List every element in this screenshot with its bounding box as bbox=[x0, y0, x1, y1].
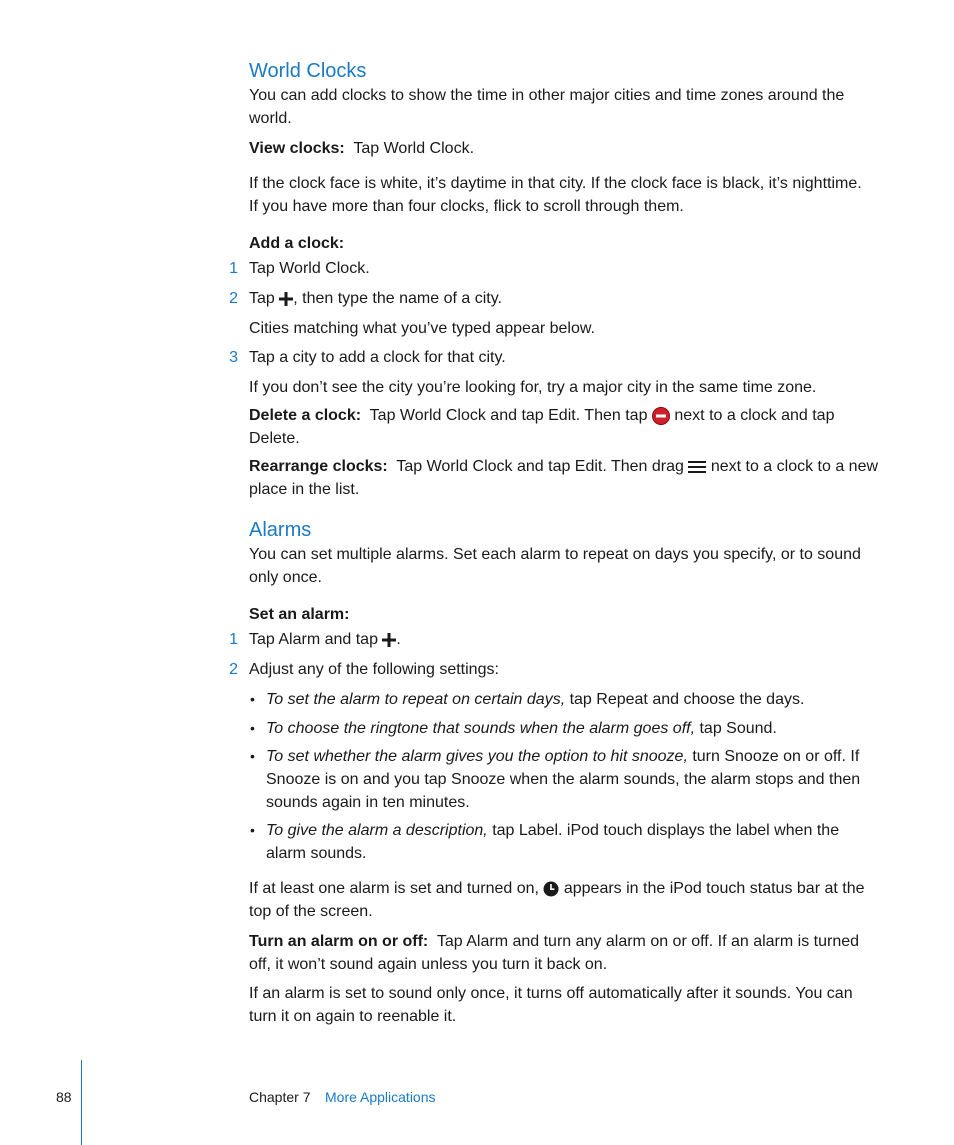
set-alarm-step-1 bbox=[249, 628, 401, 651]
delete-clock-label: Delete a clock: bbox=[249, 407, 362, 424]
bullet-repeat-italic: To set the alarm to repeat on certain days, bbox=[266, 691, 566, 708]
rearrange-text-before: Tap World Clock and tap Edit. Then drag bbox=[396, 458, 684, 475]
delete-clock-line-2: Delete. bbox=[249, 430, 300, 447]
bullet-marker: • bbox=[250, 822, 255, 838]
status-bar-line-1 bbox=[249, 877, 865, 900]
once-line-2: turn it on again to reenable it. bbox=[249, 1008, 457, 1025]
bullet-snooze bbox=[266, 745, 859, 768]
world-clocks-intro: You can add clocks to show the time in other major cities and time zones around the world. bbox=[249, 87, 845, 127]
plus-icon bbox=[382, 633, 396, 647]
delete-clock-line-1 bbox=[249, 404, 834, 427]
delete-minus-icon bbox=[652, 407, 670, 425]
bullet-sound-italic: To choose the ringtone that sounds when the alarm goes off, bbox=[266, 720, 696, 737]
add-clock-label: Add a clock: bbox=[249, 235, 345, 252]
set-alarm-step-2: Adjust any of the following settings: bbox=[249, 661, 499, 678]
bullet-repeat bbox=[266, 688, 804, 711]
status-text-before: If at least one alarm is set and turned on, bbox=[249, 880, 539, 897]
step-3-note: If you don’t see the city you’re looking for, try a major city in the same time zone. bbox=[249, 379, 817, 396]
rearrange-text-after: next to a clock to a new bbox=[710, 458, 879, 475]
alarms-heading: Alarms bbox=[249, 519, 312, 541]
status-text-after: appears in the iPod touch status bar at the bbox=[563, 880, 865, 897]
step-number: 1 bbox=[229, 260, 238, 277]
step-2-text-before: Tap bbox=[249, 290, 275, 307]
rearrange-clocks-line-2: place in the list. bbox=[249, 481, 360, 498]
view-clocks-label: View clocks: bbox=[249, 140, 345, 157]
step-2-text-after: , then type the name of a city. bbox=[293, 290, 502, 307]
bullet-snooze-italic: To set whether the alarm gives you the option to hit snooze, bbox=[266, 748, 688, 765]
bullet-repeat-rest: tap Repeat and choose the days. bbox=[565, 691, 805, 708]
turn-alarm-line-2: off, it won’t sound again unless you turn it back on. bbox=[249, 956, 608, 973]
footer-divider bbox=[81, 1060, 82, 1145]
step-number: 2 bbox=[229, 290, 238, 307]
status-bar-line-2: top of the screen. bbox=[249, 903, 373, 920]
footer-chapter: Chapter 7 bbox=[249, 1089, 311, 1105]
bullet-snooze-rest: turn Snooze on or off. If bbox=[687, 748, 860, 765]
bullet-marker: • bbox=[250, 691, 255, 707]
add-clock-step-3: Tap a city to add a clock for that city. bbox=[249, 349, 506, 366]
step-number: 1 bbox=[229, 631, 238, 648]
step-2-note: Cities matching what you’ve typed appear below. bbox=[249, 320, 595, 337]
rearrange-clocks-label: Rearrange clocks: bbox=[249, 458, 388, 475]
turn-alarm-line-1 bbox=[249, 930, 859, 953]
page-number: 88 bbox=[56, 1089, 72, 1105]
delete-clock-text-before: Tap World Clock and tap Edit. Then tap bbox=[369, 407, 648, 424]
delete-clock-text-after: next to a clock and tap bbox=[674, 407, 835, 424]
alarm-step-1-text-before: Tap Alarm and tap bbox=[249, 631, 378, 648]
add-clock-step-2 bbox=[249, 287, 502, 310]
bullet-snooze-line-2: Snooze is on and you tap Snooze when the alarm sounds, the alarm stops and then bbox=[266, 771, 861, 788]
step-number: 3 bbox=[229, 349, 238, 366]
view-clocks-text: Tap World Clock. bbox=[353, 140, 475, 157]
bullet-marker: • bbox=[250, 720, 255, 736]
turn-alarm-text: Tap Alarm and turn any alarm on or off. If an alarm is turned bbox=[436, 933, 860, 950]
set-alarm-label: Set an alarm: bbox=[249, 606, 350, 623]
clock-face-line-1: If the clock face is white, it’s daytime in that city. If the clock face is black, it’s nighttime. bbox=[249, 175, 862, 192]
footer-section-link[interactable]: More Applications bbox=[325, 1089, 436, 1105]
add-clock-step-1: Tap World Clock. bbox=[249, 260, 370, 277]
bullet-snooze-line-3: sounds again in ten minutes. bbox=[266, 794, 470, 811]
bullet-marker: • bbox=[250, 748, 255, 764]
clock-face-line-2: If you have more than four clocks, flick to scroll through them. bbox=[249, 198, 684, 215]
bullet-label-line-2: alarm sounds. bbox=[266, 845, 367, 862]
step-number: 2 bbox=[229, 661, 238, 678]
bullet-label-italic: To give the alarm a description, bbox=[266, 822, 488, 839]
once-line-1: If an alarm is set to sound only once, it turns off automatically after it sounds. You can bbox=[249, 985, 853, 1002]
alarms-intro-line-2: only once. bbox=[249, 569, 322, 586]
rearrange-clocks-line-1 bbox=[249, 455, 878, 478]
drag-handle-icon bbox=[688, 460, 706, 474]
bullet-label-rest: tap Label. iPod touch displays the label when the bbox=[487, 822, 840, 839]
turn-alarm-label: Turn an alarm on or off: bbox=[249, 933, 429, 950]
bullet-label bbox=[266, 819, 839, 842]
bullet-sound bbox=[266, 717, 777, 740]
plus-icon bbox=[279, 292, 293, 306]
alarm-step-1-text-after: . bbox=[396, 631, 401, 648]
alarm-clock-icon bbox=[543, 881, 559, 897]
world-clocks-heading: World Clocks bbox=[249, 60, 367, 82]
view-clocks-line bbox=[249, 137, 474, 160]
bullet-sound-rest: tap Sound. bbox=[695, 720, 777, 737]
alarms-intro-line-1: You can set multiple alarms. Set each alarm to repeat on days you specify, or to sound bbox=[249, 546, 861, 563]
